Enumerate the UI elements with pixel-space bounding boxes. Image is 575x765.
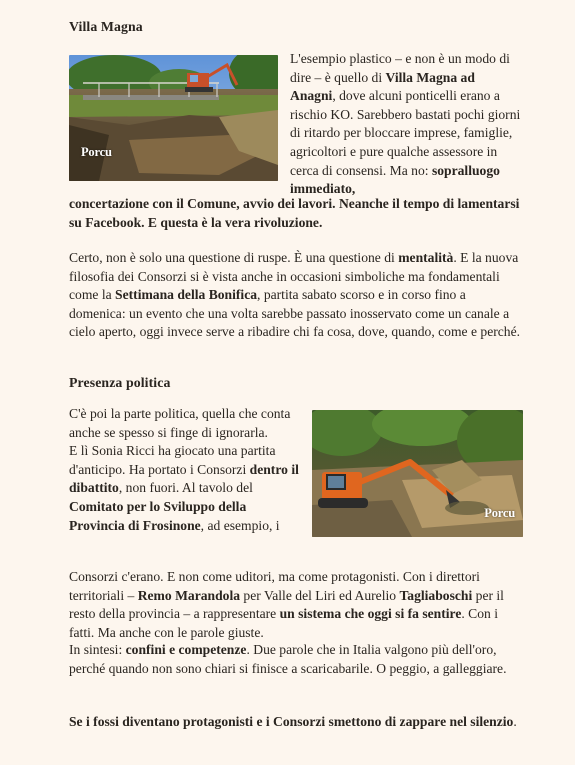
text-run: In sintesi:: [69, 642, 126, 657]
section-heading-villa-magna: Villa Magna: [69, 19, 143, 34]
villa-magna-paragraph-continued: [69, 195, 523, 232]
bold-dentro-dibattito: dentro il dibattito: [69, 461, 299, 496]
section-heading-presenza-politica: Presenza politica: [69, 375, 171, 390]
text-run: C'è poi la parte politica, quella che conta anche se spesso si finge di ignorarla.: [69, 406, 291, 440]
text-run: . Con i fatti. Ma anche con le parole giuste.: [69, 606, 498, 640]
bold-concertazione: concertazione con il Comune, avvio dei lavori. Neanche il tempo di lamentarsi su Facebook. E questa è la vera rivoluzione.: [69, 196, 520, 230]
excavator-photo: [312, 410, 523, 537]
text-run: , dove alcuni ponticelli erano a rischio KO. Sarebbero bastati pochi giorni di ritardo per bloccare imprese, famiglie, agricoltori e pure qualche assessore in cerca di consensi. Ma no:: [290, 88, 521, 178]
bold-sistema: un sistema che oggi si fa sentire: [279, 606, 462, 622]
text-run: Certo, non è solo una questione di ruspe. È una questione di: [69, 250, 399, 265]
previous-content-edge: [69, 0, 369, 2]
text-run: , non fuori. Al tavolo del: [118, 480, 253, 496]
text-run: .: [513, 714, 517, 729]
villa-magna-photo: [69, 55, 278, 181]
text-run: per il resto della provincia – a rappresentare: [69, 587, 504, 622]
text-run: L'esempio plastico – e non è un modo di dire – è quello di: [290, 51, 510, 85]
bold-villa-magna-anagni: Villa Magna ad Anagni: [290, 69, 475, 104]
presenza-paragraph-continued: [69, 568, 523, 642]
presenza-paragraph: [69, 405, 301, 535]
bold-remo-marandola: Remo Marandola: [137, 587, 241, 603]
text-run: Consorzi c'erano. E non come uditori, ma come protagonisti. Con i direttori territoriali –: [69, 569, 480, 603]
text-run: per Valle del Liri ed Aurelio: [240, 587, 400, 603]
bold-confini-competenze: confini e competenze: [125, 642, 247, 657]
mentalita-paragraph: [69, 249, 523, 342]
bold-sopralluogo: sopralluogo immediato,: [290, 162, 500, 197]
bold-comitato: Comitato per lo Sviluppo della Provincia di Frosinone: [69, 498, 247, 533]
text-run: , partita sabato scorso e in corso fino a domenica: un evento che una volta sarebbe passato inosservato come un canale a cielo aperto, oggi invece serve a ribadire chi fa cosa, dove, quando, come e perché.: [69, 287, 521, 340]
bold-fossi-protagonisti: Se i fossi diventano protagonisti e i Consorzi smettono di zappare nel silenzio: [69, 714, 514, 729]
conclusion-paragraph: [69, 713, 523, 732]
bold-settimana-bonifica: Settimana della Bonifica: [115, 287, 258, 303]
text-run: , ad esempio, i: [200, 517, 280, 533]
sintesi-paragraph: [69, 641, 523, 678]
bold-tagliaboschi: Tagliaboschi: [399, 587, 473, 603]
text-run: . E la nuova filosofia dei Consorzi si è vista anche in occasioni simboliche ma fondamentali come la: [69, 250, 519, 303]
photo-watermark: Porcu: [81, 145, 112, 160]
text-run: . Due parole che in Italia valgono più dell'oro, perché quando non sono chiari si finisce a scaricabarile. O peggio, a galleggiare.: [69, 642, 507, 676]
text-run: E lì Sonia Ricci ha giocato una partita d'anticipo. Ha portato i Consorzi: [69, 443, 276, 477]
bold-mentalita: mentalità: [398, 250, 454, 265]
villa-magna-paragraph: [290, 50, 523, 199]
photo-watermark: Porcu: [484, 506, 515, 521]
